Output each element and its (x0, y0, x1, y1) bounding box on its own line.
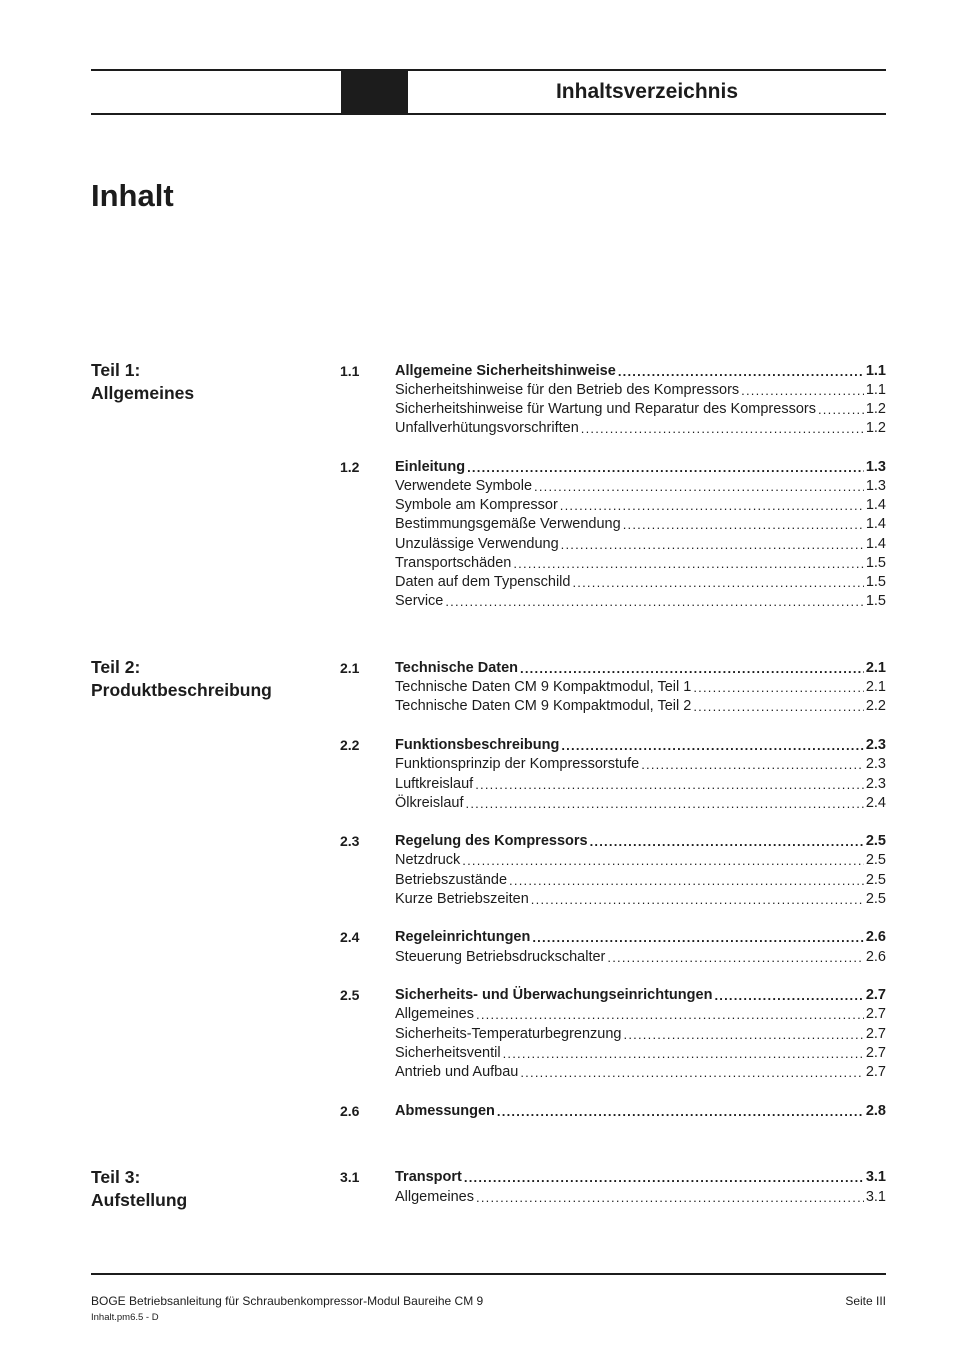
toc-entry[interactable] (395, 458, 886, 477)
toc-entry-title: Betriebszustände (395, 872, 508, 888)
toc-entry-title: Verwendete Symbole (395, 478, 533, 494)
toc-entry[interactable] (395, 890, 886, 909)
leader-dots (445, 592, 863, 611)
toc-entry-page: 1.4 (865, 516, 886, 532)
toc-entry-title: Technische Daten CM 9 Kompaktmodul, Teil 2 (395, 698, 692, 714)
leader-dots (466, 794, 864, 813)
toc-entry[interactable] (395, 871, 886, 890)
toc-entry-page: 3.1 (865, 1169, 886, 1185)
toc-entry-page: 2.3 (865, 776, 886, 792)
toc-entry[interactable] (395, 477, 886, 496)
toc-entry-page: 2.6 (865, 949, 886, 965)
toc-entry[interactable] (395, 659, 886, 678)
section-number: 2.2 (340, 737, 360, 753)
toc-entry-page: 2.8 (865, 1103, 886, 1119)
section-number: 1.2 (340, 459, 360, 475)
toc-entry-title: Allgemeines (395, 1189, 474, 1205)
toc-entry[interactable] (395, 678, 886, 697)
toc-entry-title: Ölkreislauf (395, 795, 464, 811)
header-top-rule (91, 69, 886, 71)
toc-entry-page: 1.1 (865, 382, 886, 398)
part-label: Teil 2: (91, 657, 141, 677)
leader-dots (532, 928, 863, 947)
toc-entry[interactable] (395, 775, 886, 794)
part-name: Allgemeines (91, 383, 195, 403)
toc-entry-page: 1.4 (865, 497, 886, 513)
toc-entry-title: Bestimmungsgemäße Verwendung (395, 516, 621, 532)
toc-entry[interactable] (395, 832, 886, 851)
leader-dots (572, 573, 863, 592)
toc-entry[interactable] (395, 1168, 886, 1187)
leader-dots (464, 1168, 864, 1187)
toc-entry-title: Abmessungen (395, 1103, 495, 1119)
toc-entry-page: 1.4 (865, 536, 886, 552)
toc-entry-page: 2.5 (865, 852, 886, 868)
header-black-block (341, 69, 408, 115)
toc-entry-title: Technische Daten (395, 660, 519, 676)
toc-entry[interactable] (395, 419, 886, 438)
leader-dots (513, 554, 863, 573)
toc-entry-title: Allgemeine Sicherheitshinweise (395, 363, 616, 379)
leader-dots (714, 986, 863, 1005)
toc-entry-title: Antrieb und Aufbau (395, 1064, 519, 1080)
toc-entry-title: Unzulässige Verwendung (395, 536, 559, 552)
section-number: 2.4 (340, 929, 360, 945)
toc-entry-title: Allgemeines (395, 1006, 474, 1022)
toc-entry-title: Service (395, 593, 444, 609)
toc-entry-page: 1.5 (865, 593, 886, 609)
leader-dots (520, 1063, 863, 1082)
toc-entry-page: 1.1 (865, 363, 886, 379)
toc-entry[interactable] (395, 381, 886, 400)
part-heading (91, 1166, 187, 1212)
toc-entry[interactable] (395, 1188, 886, 1207)
toc-entry-page: 2.7 (865, 987, 886, 1003)
header-bottom-rule (91, 113, 886, 115)
header-title: Inhaltsverzeichnis (555, 80, 739, 103)
section-number: 2.6 (340, 1103, 360, 1119)
toc-entry[interactable] (395, 851, 886, 870)
toc-entry[interactable] (395, 1063, 886, 1082)
toc-entry[interactable] (395, 1025, 886, 1044)
toc-entry-page: 1.5 (865, 555, 886, 571)
toc-entry[interactable] (395, 573, 886, 592)
toc-entry-page: 1.2 (865, 420, 886, 436)
toc-entry[interactable] (395, 535, 886, 554)
toc-entry-page: 1.2 (865, 401, 886, 417)
leader-dots (503, 1044, 864, 1063)
footer-rule (91, 1273, 886, 1275)
leader-dots (693, 678, 864, 697)
toc-entry-page: 1.5 (865, 574, 886, 590)
toc-entry-title: Daten auf dem Typenschild (395, 574, 571, 590)
toc-entry[interactable] (395, 400, 886, 419)
leader-dots (520, 659, 864, 678)
leader-dots (534, 477, 864, 496)
toc-entry-title: Sicherheits-Temperaturbegrenzung (395, 1026, 622, 1042)
section-number: 2.1 (340, 660, 360, 676)
section-number: 2.5 (340, 987, 360, 1003)
toc-entry-page: 1.3 (865, 459, 886, 475)
toc-entry-title: Luftkreislauf (395, 776, 474, 792)
leader-dots (509, 871, 864, 890)
toc-entry-title: Funktionsprinzip der Kompressorstufe (395, 756, 640, 772)
toc-entry[interactable] (395, 1044, 886, 1063)
toc-entry-page: 2.5 (865, 891, 886, 907)
toc-entry-title: Kurze Betriebszeiten (395, 891, 529, 907)
leader-dots (497, 1102, 864, 1121)
leader-dots (581, 419, 864, 438)
part-label: Teil 1: (91, 360, 141, 380)
toc-entry-title: Transportschäden (395, 555, 512, 571)
toc-entry-page: 2.6 (865, 929, 886, 945)
toc-entry-title: Sicherheits- und Überwachungseinrichtungen (395, 987, 713, 1003)
toc-entry-title: Netzdruck (395, 852, 461, 868)
part-name: Aufstellung (91, 1190, 188, 1210)
leader-dots (741, 381, 864, 400)
toc-entry[interactable] (395, 554, 886, 573)
toc-entry[interactable] (395, 1102, 886, 1121)
part-name: Produktbeschreibung (91, 680, 272, 700)
toc-entry-page: 2.7 (865, 1045, 886, 1061)
toc-entry-page: 2.1 (865, 660, 886, 676)
toc-entry-title: Sicherheitshinweise für den Betrieb des Kompressors (395, 382, 740, 398)
toc-entry[interactable] (395, 592, 886, 611)
toc-entry-title: Unfallverhütungsvorschriften (395, 420, 579, 436)
toc-entry-title: Sicherheitshinweise für Wartung und Reparatur des Kompressors (395, 401, 816, 417)
toc-entry-page: 2.5 (865, 833, 886, 849)
toc-entry-title: Regeleinrichtungen (395, 929, 531, 945)
leader-dots (476, 1005, 864, 1024)
toc-entry-page: 2.3 (865, 756, 886, 772)
toc-entry-title: Sicherheitsventil (395, 1045, 501, 1061)
toc-entry-page: 2.7 (865, 1006, 886, 1022)
section-number: 1.1 (340, 363, 360, 379)
toc-entry-title: Transport (395, 1169, 462, 1185)
leader-dots (693, 697, 864, 716)
leader-dots (467, 458, 864, 477)
toc-entry-page: 1.3 (865, 478, 886, 494)
leader-dots (531, 890, 864, 909)
toc-entry-title: Steuerung Betriebsdruckschalter (395, 949, 606, 965)
leader-dots (624, 1025, 864, 1044)
leader-dots (560, 496, 864, 515)
toc-entry-title: Technische Daten CM 9 Kompaktmodul, Teil 1 (395, 679, 692, 695)
leader-dots (818, 400, 864, 419)
footer-document-title: BOGE Betriebsanleitung für Schraubenkompressor-Modul Baureihe CM 9 (91, 1294, 484, 1308)
leader-dots (623, 515, 864, 534)
leader-dots (476, 1188, 864, 1207)
leader-dots (561, 535, 864, 554)
section-number: 3.1 (340, 1169, 360, 1185)
toc-entry-title: Funktionsbeschreibung (395, 737, 560, 753)
toc-entry[interactable] (395, 948, 886, 967)
leader-dots (462, 851, 864, 870)
leader-dots (618, 362, 864, 381)
section-number: 2.3 (340, 833, 360, 849)
toc-entry[interactable] (395, 697, 886, 716)
toc-entry-page: 3.1 (865, 1189, 886, 1205)
toc-entry[interactable] (395, 1005, 886, 1024)
leader-dots (641, 755, 864, 774)
toc-entry[interactable] (395, 515, 886, 534)
toc-entry-title: Symbole am Kompressor (395, 497, 558, 513)
part-heading (91, 359, 194, 405)
toc-entry-title: Einleitung (395, 459, 466, 475)
leader-dots (607, 948, 863, 967)
leader-dots (475, 775, 864, 794)
toc-entry-page: 2.4 (865, 795, 886, 811)
toc-entry[interactable] (395, 986, 886, 1005)
toc-entry-title: Regelung des Kompressors (395, 833, 588, 849)
toc-entry-page: 2.7 (865, 1026, 886, 1042)
toc-entry[interactable] (395, 496, 886, 515)
toc-entry-page: 2.5 (865, 872, 886, 888)
toc-entry[interactable] (395, 755, 886, 774)
toc-entry[interactable] (395, 928, 886, 947)
toc-entry-page: 2.3 (865, 737, 886, 753)
toc-entry-page: 2.7 (865, 1064, 886, 1080)
part-label: Teil 3: (91, 1167, 141, 1187)
leader-dots (590, 832, 864, 851)
footer-file-name: Inhalt.pm6.5 - D (91, 1312, 159, 1323)
toc-entry[interactable] (395, 736, 886, 755)
leader-dots (561, 736, 863, 755)
toc-entry[interactable] (395, 794, 886, 813)
footer-page-number: Seite III (845, 1294, 886, 1308)
toc-entry[interactable] (395, 362, 886, 381)
toc-entry-page: 2.1 (865, 679, 886, 695)
part-heading (91, 656, 272, 702)
page-title: Inhalt (91, 178, 174, 213)
toc-entry-page: 2.2 (865, 698, 886, 714)
